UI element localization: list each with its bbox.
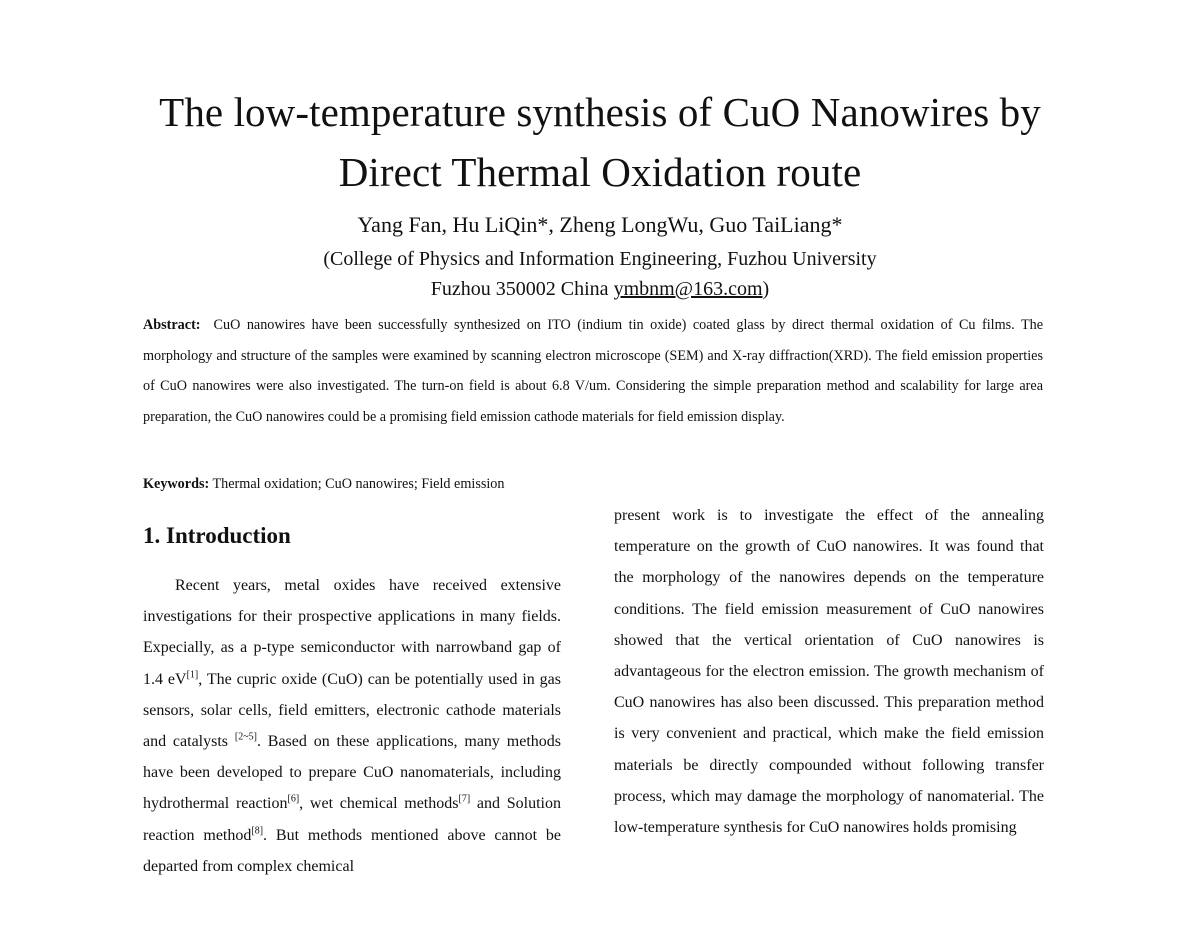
intro-paragraph xyxy=(143,570,561,882)
keywords-label: Keywords: xyxy=(143,476,210,492)
email-link[interactable]: ymbnm@163.com xyxy=(613,278,763,300)
intro-text-1: Recent years, metal oxides have received extensive investigations for their prospective applications in many fields. Expecially, as a p-type semiconductor with narrowband gap of 1.4 eV xyxy=(143,577,561,688)
abstract-label: Abstract: xyxy=(143,317,201,333)
right-column-paragraph: present work is to investigate the effect of the annealing temperature on the growth of CuO nanowires. It was found that the morphology of the nanowires depends on the temperature conditions. The field emission measurement of CuO nanowires showed that the vertical orientation of CuO nanowires is advantageous for the electron emission. The growth mechanism of CuO nanowires has also been discussed. This preparation method is very convenient and practical, which make the field emission materials be directly compounded without following transfer process, which may damage the morphology of nanomaterial. The low-temperature synthesis for CuO nanowires holds promising xyxy=(614,507,1044,837)
title-line-2: Direct Thermal Oxidation route xyxy=(338,149,862,195)
left-column xyxy=(143,516,561,882)
intro-text-5: and Solution reaction method xyxy=(143,795,562,844)
affiliation xyxy=(0,244,1200,304)
section-heading-introduction: 1. Introduction xyxy=(143,523,291,548)
intro-text-6: . But methods mentioned above cannot be departed from complex chemical xyxy=(143,826,562,875)
keywords xyxy=(143,470,505,498)
affiliation-close-paren: ) xyxy=(762,278,770,300)
abstract-text: CuO nanowires have been successfully synthesized on ITO (indium tin oxide) coated glass by direct thermal oxidation of Cu films. The morphology and structure of the samples were examined by scanning electron microscope (SEM) and X-ray diffraction(XRD). The field emission properties of CuO nanowires were also investigated. The turn-on field is about 6.8 V/um. Considering the simple preparation method and scalability for large area preparation, the CuO nanowires could be a promising field emission cathode materials for field emission display. xyxy=(143,317,1044,425)
intro-text-3: . Based on these applications, many methods have been developed to prepare CuO nanomaterials, including hydrothermal reaction xyxy=(143,733,561,813)
title-line-1: The low-temperature synthesis of CuO Nanowires by xyxy=(159,89,1041,135)
keywords-text: Thermal oxidation; CuO nanowires; Field emission xyxy=(212,476,505,492)
affiliation-address: Fuzhou 350002 China xyxy=(430,278,614,300)
affiliation-line-1: (College of Physics and Information Engineering, Fuzhou University xyxy=(323,248,877,270)
citation-ref: [7] xyxy=(458,794,471,806)
abstract xyxy=(143,310,1043,432)
affiliation-line-2 xyxy=(0,274,1200,304)
citation-ref: [1] xyxy=(186,669,199,681)
citation-ref: [6] xyxy=(287,794,300,806)
citation-ref: [2~5] xyxy=(234,731,257,743)
paper-title xyxy=(0,82,1200,202)
author-list: Yang Fan, Hu LiQin*, Zheng LongWu, Guo TaiLiang* xyxy=(357,212,843,237)
right-column xyxy=(614,500,1044,843)
citation-ref: [8] xyxy=(251,825,264,837)
intro-text-4: , wet chemical methods xyxy=(299,795,459,813)
intro-text-2: , The cupric oxide (CuO) can be potentially used in gas sensors, solar cells, field emitters, electronic cathode materials and catalysts xyxy=(143,670,562,751)
